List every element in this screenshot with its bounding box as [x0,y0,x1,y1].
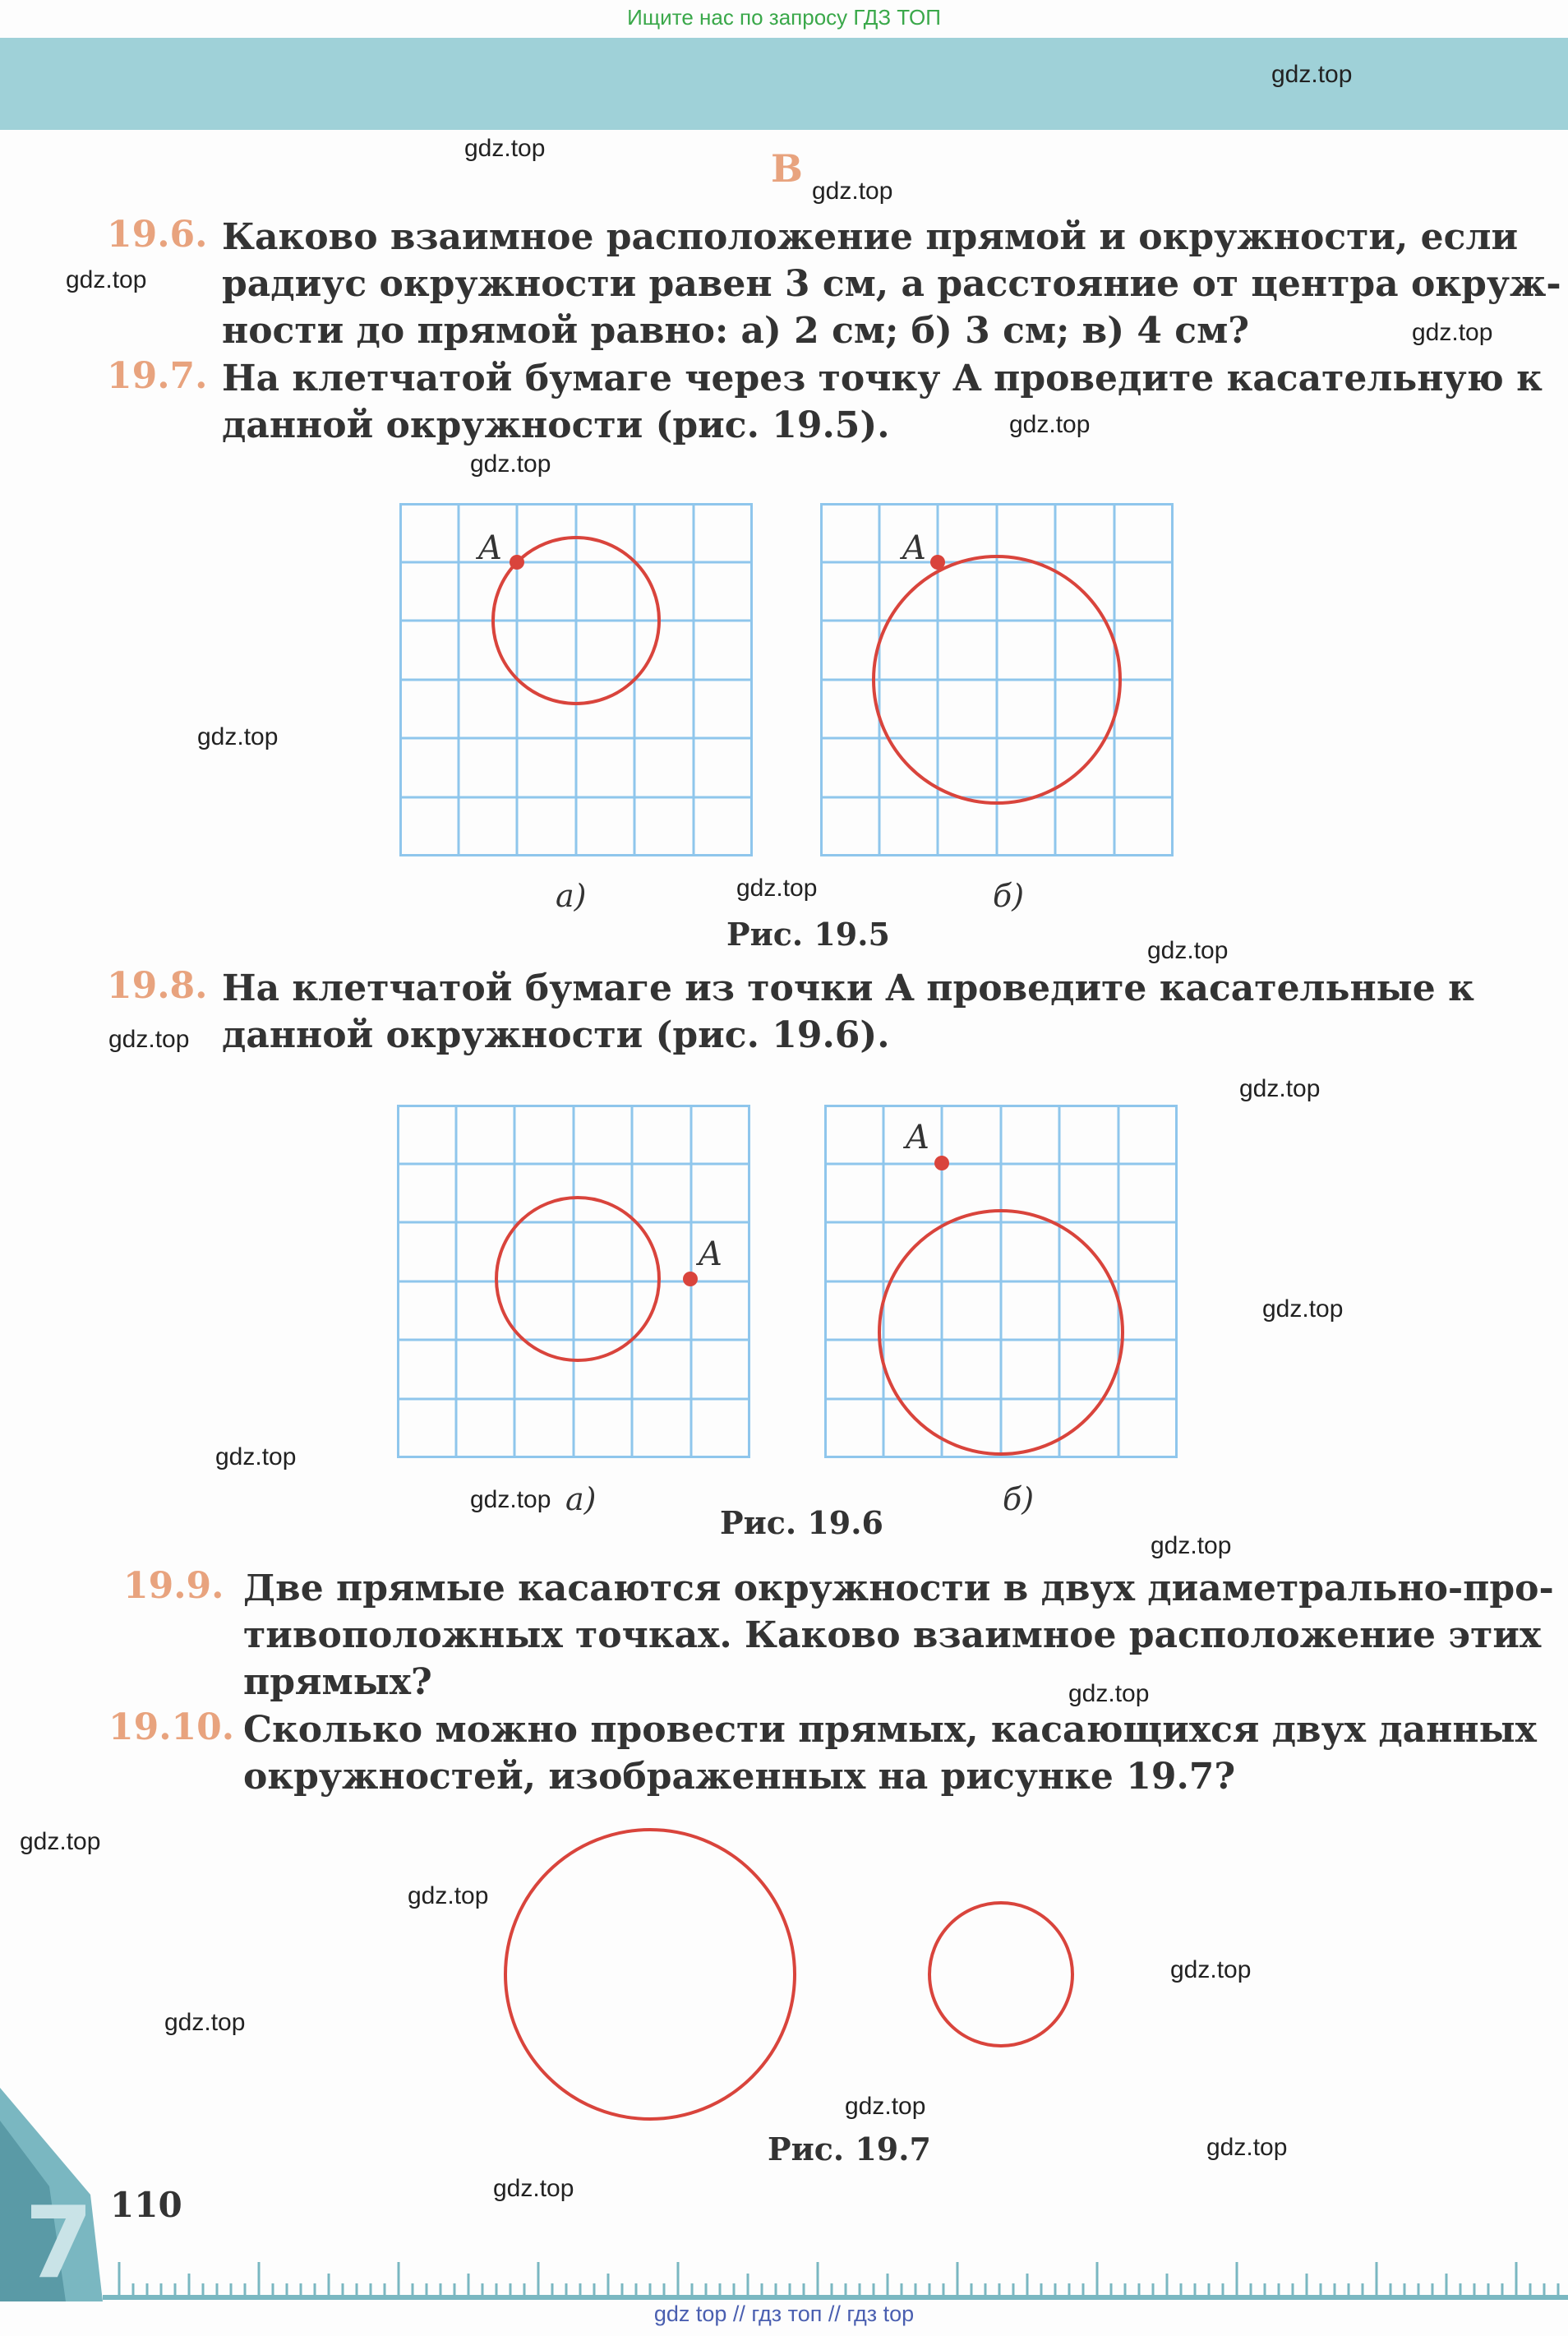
watermark: gdz.top [20,1828,101,1855]
task-line: На клетчатой бумаге из точки A проведите касательные к [222,967,1474,1009]
fig-19-7-caption: Рис. 19.7 [768,2131,931,2167]
watermark: gdz.top [470,1486,551,1513]
watermark: gdz.top [1206,2134,1288,2161]
task-line: ности до прямой равно: а) 2 см; б) 3 см; в) 4 см? [222,310,1250,352]
task-line: прямых? [243,1661,432,1703]
task-number-19-8: 19.8. [107,965,208,1007]
point-a-label: A [902,529,926,567]
grid [397,1105,750,1458]
fig-19-6-label-a: а) [565,1481,597,1517]
watermark: gdz.top [108,1026,190,1053]
task-19-8-text [222,965,1474,1059]
watermark: gdz.top [408,1882,489,1909]
watermark: gdz.top [1262,1295,1344,1323]
task-19-7-text [222,355,1543,449]
figure-19-7 [493,1825,1101,2137]
watermark: gdz.top [1271,61,1353,88]
fig-19-5-caption: Рис. 19.5 [726,916,890,953]
point-a-label: A [478,529,502,567]
large-circle [505,1830,795,2119]
small-circle [929,1903,1072,2046]
watermark: gdz.top [66,266,147,293]
task-line: Сколько можно провести прямых, касающихся двух данных [243,1709,1537,1751]
point-a-label: A [699,1235,722,1273]
task-19-10-text [243,1706,1537,1800]
watermark: gdz.top [1239,1075,1321,1102]
task-number-19-7: 19.7. [107,355,208,397]
watermark: gdz.top [164,2009,246,2036]
chapter-digit: 7 [25,2186,94,2301]
figure-19-6a [397,1105,750,1458]
task-line: Каково взаимное расположение прямой и окружности, если [222,216,1519,258]
figure-19-5b [820,503,1174,856]
point-a-label: A [906,1119,929,1156]
watermark: gdz.top [1170,1956,1252,1983]
watermark: gdz.top [470,450,551,478]
fig-19-5-label-a: а) [556,878,587,914]
point-a [510,555,524,570]
task-line: На клетчатой бумаге через точку A проведите касательную к [222,358,1543,399]
task-line: окружностей, изображенных на рисунке 19.7? [243,1756,1236,1798]
figure-19-5a [399,503,753,856]
task-line: радиус окружности равен 3 см, а расстояние от центра окруж- [222,263,1561,305]
task-number-19-6: 19.6. [107,214,208,256]
watermark: gdz.top [215,1443,297,1470]
task-line: данной окружности (рис. 19.6). [222,1014,890,1056]
watermark: gdz.top [493,2175,574,2202]
watermark: gdz.top [736,875,818,902]
task-number-19-9: 19.9. [123,1565,224,1607]
section-letter: В [771,146,803,191]
grid [399,503,753,856]
point-a [934,1156,949,1170]
watermark: gdz.top [1068,1680,1150,1707]
task-19-6-text [222,214,1561,354]
ruler-ticks [119,2262,1558,2295]
ruler-baseline [103,2295,1568,2300]
watermark: gdz.top [464,135,546,162]
footer-links[interactable]: gdz top // гдз топ // гдз top [653,2301,915,2326]
task-line: Две прямые касаются окружности в двух диаметрально-про- [243,1567,1554,1609]
watermark: gdz.top [1009,411,1091,438]
watermark: gdz.top [1151,1532,1232,1559]
search-hint-banner[interactable]: Ищите нас по запросу ГДЗ ТОП [627,5,941,30]
task-19-9-text [243,1565,1554,1706]
watermark: gdz.top [845,2093,926,2120]
fig-19-6-label-b: б) [1003,1481,1035,1517]
watermark: gdz.top [197,723,279,750]
watermark: gdz.top [1147,937,1229,964]
watermark: gdz.top [812,178,893,205]
fig-19-6-caption: Рис. 19.6 [720,1504,883,1541]
grid [824,1105,1178,1458]
fig-19-5-label-b: б) [993,878,1025,914]
point-a [930,555,945,570]
figure-19-6b [824,1105,1178,1458]
task-line: тивоположных точках. Каково взаимное расположение этих [243,1614,1542,1656]
chapter-tab [0,2088,103,2301]
page-number: 110 [110,2185,182,2225]
ruler [103,2219,1568,2310]
point-a [683,1272,698,1286]
task-number-19-10: 19.10. [108,1706,235,1748]
watermark: gdz.top [1412,319,1493,346]
task-line: данной окружности (рис. 19.5). [222,404,890,446]
